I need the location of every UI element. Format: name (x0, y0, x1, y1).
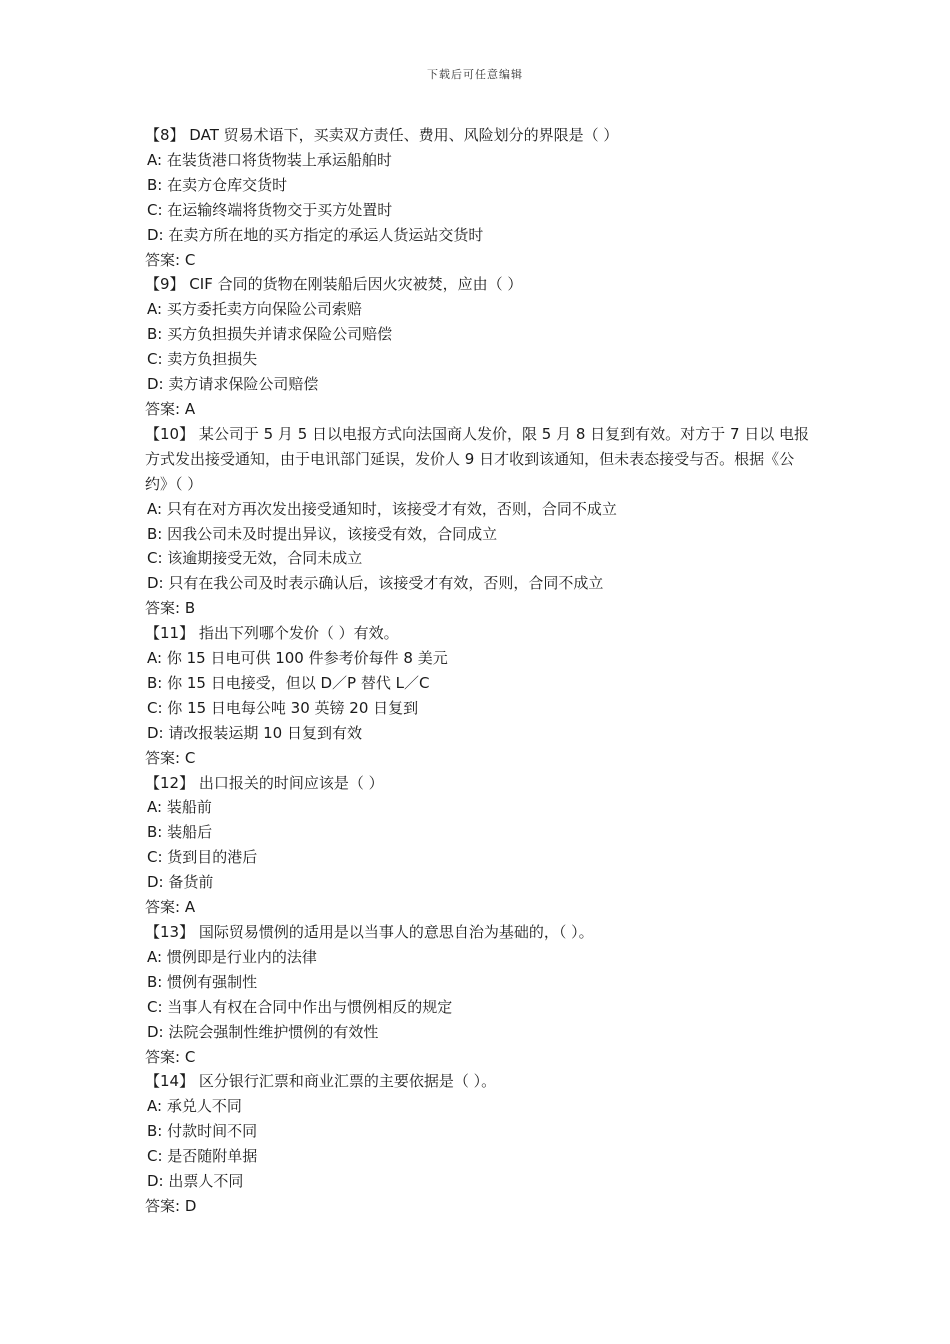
option-d: D: 请改报装运期 10 日复到有效 (147, 723, 362, 742)
option-d: D: 出票人不同 (147, 1172, 244, 1191)
answer: 答案: B (145, 599, 196, 618)
option-c: C: 货到目的港后 (147, 848, 258, 867)
question-title: 【11】 指出下列哪个发价（ ）有效。 (145, 624, 399, 643)
option-a: A: 买方委托卖方向保险公司索赔 (147, 300, 362, 319)
question-block (145, 920, 813, 1069)
question-list (145, 123, 813, 1219)
option-d: D: 备货前 (147, 873, 214, 892)
option-c: C: 该逾期接受无效，合同未成立 (147, 549, 363, 568)
option-d: D: 只有在我公司及时表示确认后，该接受才有效，否则，合同不成立 (147, 574, 604, 593)
option-a: A: 只有在对方再次发出接受通知时，该接受才有效，否则，合同不成立 (147, 499, 617, 518)
option-d: D: 在卖方所在地的买方指定的承运人货运站交货时 (147, 225, 484, 244)
question-block (145, 272, 813, 421)
option-d: D: 卖方请求保险公司赔偿 (147, 375, 319, 394)
option-d: D: 法院会强制性维护惯例的有效性 (147, 1022, 379, 1041)
question-block (145, 1069, 813, 1218)
option-b: B: 你 15 日电接受，但以 D／P 替代 L／C (147, 673, 430, 692)
question-title: 【13】 国际贸易惯例的适用是以当事人的意思自治为基础的，（ ）。 (145, 923, 594, 941)
page-header: 下载后可任意编辑 (427, 68, 523, 81)
answer: 答案: C (145, 250, 196, 269)
question-block (145, 422, 813, 621)
option-a: A: 装船前 (147, 798, 212, 817)
answer: 答案: C (145, 748, 196, 767)
option-b: B: 在卖方仓库交货时 (147, 175, 288, 194)
question-title: 【8】 DAT 贸易术语下，买卖双方责任、费用、风险划分的界限是（ ） (145, 126, 619, 144)
question-title: 【10】 某公司于 5 月 5 日以电报方式向法国商人发价，限 5 月 8 日复到有效。对方于 7 日以 电报方式发出接受通知，由于电讯部门延误，发价人 9 日才收到该通知，但未表态接受与否。根据《公约》（ ） (145, 424, 810, 493)
question-title: 【12】 出口报关的时间应该是（ ） (145, 773, 384, 792)
question-title: 【14】 区分银行汇票和商业汇票的主要依据是（ ）。 (145, 1072, 497, 1091)
option-b: B: 因我公司未及时提出异议，该接受有效，合同成立 (147, 524, 498, 543)
option-c: C: 卖方负担损失 (147, 350, 258, 369)
answer: 答案: A (145, 399, 196, 418)
option-b: B: 买方负担损失并请求保险公司赔偿 (147, 325, 393, 344)
option-b: B: 惯例有强制性 (147, 972, 258, 991)
answer: 答案: A (145, 898, 196, 917)
option-b: B: 装船后 (147, 823, 213, 842)
question-title: 【9】 CIF 合同的货物在刚装船后因火灾被焚，应由（ ） (145, 275, 523, 294)
answer: 答案: C (145, 1047, 196, 1066)
option-c: C: 当事人有权在合同中作出与惯例相反的规定 (147, 997, 453, 1016)
answer: 答案: D (145, 1196, 197, 1215)
option-a: A: 在装货港口将货物装上承运船舶时 (147, 150, 392, 169)
question-block (145, 621, 813, 770)
option-b: B: 付款时间不同 (147, 1122, 258, 1141)
question-block (145, 771, 813, 920)
option-c: C: 在运输终端将货物交于买方处置时 (147, 200, 393, 219)
option-c: C: 你 15 日电每公吨 30 英镑 20 日复到 (147, 698, 419, 717)
option-c: C: 是否随附单据 (147, 1147, 258, 1166)
question-block (145, 123, 813, 272)
option-a: A: 你 15 日电可供 100 件参考价每件 8 美元 (147, 649, 448, 668)
option-a: A: 惯例即是行业内的法律 (147, 947, 317, 966)
option-a: A: 承兑人不同 (147, 1097, 242, 1116)
